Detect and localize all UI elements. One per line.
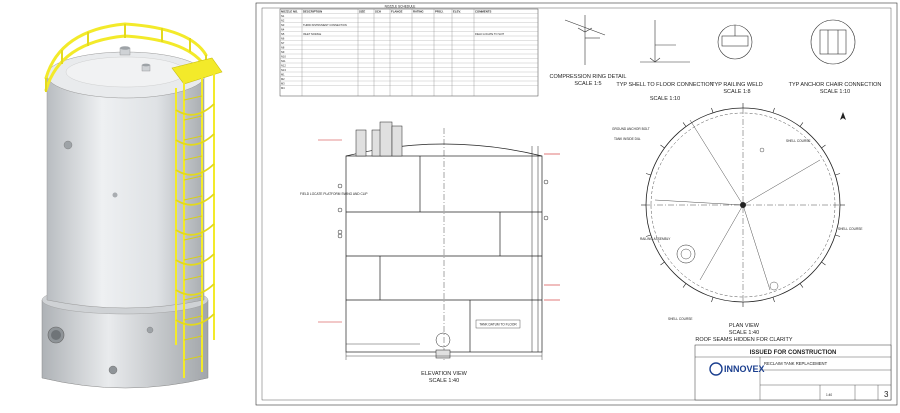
nozzle-schedule-title: NOZZLE SCHEDULE <box>384 4 416 9</box>
tank-3d-render <box>42 24 222 388</box>
plan-callout-course-3: SHELL COURSE <box>668 317 693 321</box>
table-cell: N2 <box>281 19 285 23</box>
table-header-cell: SCH <box>375 9 381 14</box>
shell-floor-scale: SCALE 1:10 <box>649 96 681 102</box>
table-header-cell: DESCRIPTION <box>303 9 323 14</box>
table-cell: N5 <box>281 32 285 36</box>
table-cell: N6 <box>281 37 285 41</box>
drawing-border <box>256 3 897 405</box>
elevation-title: ELEVATION VIEW <box>421 371 467 377</box>
compression-ring-scale: SCALE 1:5 <box>574 81 602 87</box>
scale-value: 1:40 <box>826 393 833 397</box>
plan-callout-anchor: GROUND ANCHOR BOLT <box>612 127 650 131</box>
table-header-cell: SIZE <box>359 9 366 14</box>
table-cell: M1 <box>281 73 285 77</box>
title-block <box>695 345 891 400</box>
plan-title: PLAN VIEW <box>729 323 759 329</box>
plan-callout-railing: RAILING ASSEMBLY <box>640 237 671 241</box>
anchor-chair-title: TYP ANCHOR CHAIR CONNECTION <box>788 82 882 88</box>
table-cell: N7 <box>281 41 285 45</box>
plan-callout-course-2: SHELL COURSE <box>838 227 863 231</box>
anchor-chair-scale: SCALE 1:10 <box>819 89 851 95</box>
table-cell: N3 <box>281 23 285 27</box>
table-cell: M2 <box>281 77 285 81</box>
table-cell: N10 <box>281 55 286 59</box>
elevation-callout-datum: TANK DATUM TO FLOOR <box>479 322 517 327</box>
elevation-callout-platform: FIELD LOCATE PLATFORM SWING AND CLIP <box>300 192 368 196</box>
plan-note: ROOF SEAMS HIDDEN FOR CLARITY <box>695 337 793 343</box>
table-header-cell: RATING <box>413 9 424 14</box>
table-cell: N13 <box>281 68 286 72</box>
plan-callout-course-1: SHELL COURSE <box>786 139 811 143</box>
table-cell: THIRD INSTRUMENT CONNECTION <box>303 23 347 27</box>
table-header-cell: ELEV. <box>453 9 461 14</box>
railing-weld-scale: SCALE 1:8 <box>723 89 751 95</box>
plan-callout-dia: TANK INSIDE DIA. <box>614 137 641 141</box>
table-cell: INLET NOZZLE <box>303 32 322 36</box>
table-cell: M4 <box>281 86 285 90</box>
table-cell: N9 <box>281 50 285 54</box>
table-header-cell: PROJ. <box>435 9 444 14</box>
table-header-cell: COMMENTS <box>475 9 492 14</box>
shell-floor-title: TYP SHELL TO FLOOR CONNECTION <box>616 82 714 88</box>
table-header-cell: NOZZLE NO. <box>281 9 298 14</box>
issued-status: ISSUED FOR CONSTRUCTION <box>749 350 837 356</box>
compression-ring-title: COMPRESSION RING DETAIL <box>549 74 627 80</box>
table-cell: N4 <box>281 28 285 32</box>
table-cell: FIELD LOCATE TO SUIT <box>475 32 505 36</box>
railing-weld-title: TYP RAILING WELD <box>711 82 763 88</box>
table-cell: M3 <box>281 82 285 86</box>
table-cell: N8 <box>281 46 285 50</box>
table-cell: N12 <box>281 64 286 68</box>
plan-scale: SCALE 1:40 <box>728 330 760 336</box>
elevation-scale: SCALE 1:40 <box>428 378 460 384</box>
company-name: INNOVEX <box>724 364 765 374</box>
table-header-cell: FLANGE <box>391 9 403 14</box>
project-name: RECLAIM TANK REPLACEMENT <box>764 361 828 366</box>
sheet-number: 3 <box>884 390 889 399</box>
table-cell: N11 <box>281 59 286 63</box>
table-cell: N1 <box>281 14 285 18</box>
